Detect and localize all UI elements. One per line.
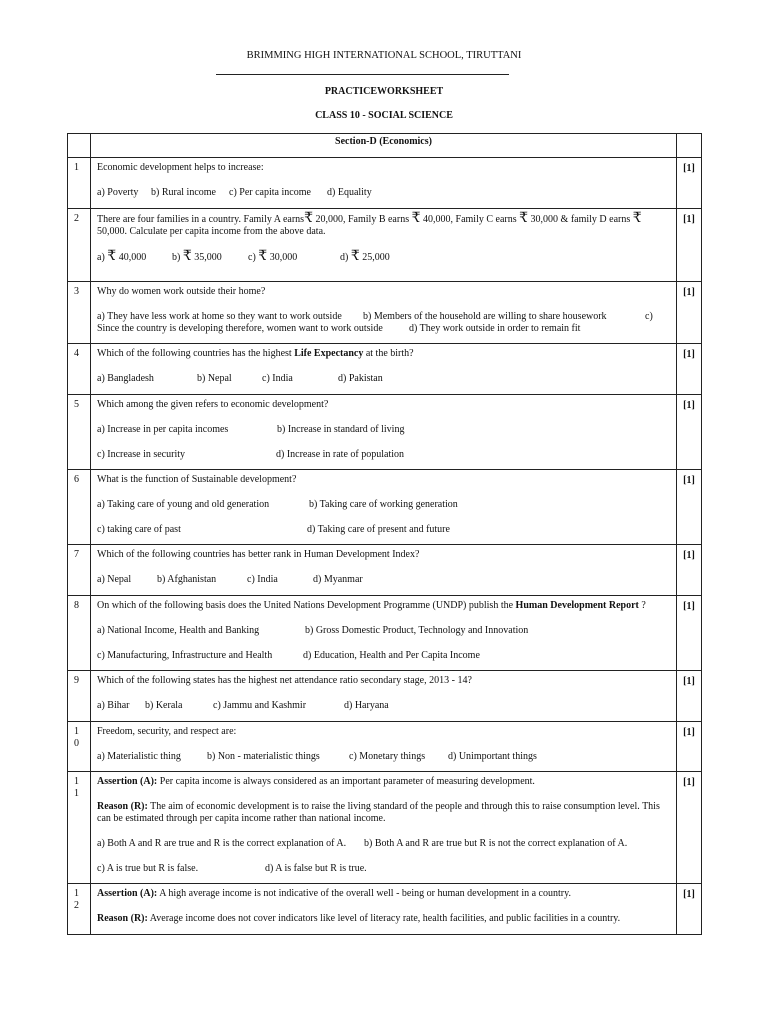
- question-text: Economic development helps to increase:: [97, 162, 264, 173]
- option-b: b) Non - materialistic things: [207, 751, 320, 762]
- option-b: b) Members of the household are willing to share housework: [363, 311, 607, 322]
- option-c: c) Per capita income: [229, 187, 311, 198]
- question-row-6: [68, 470, 702, 545]
- options-line-2: [97, 524, 670, 536]
- option-b: b) Nepal: [197, 373, 232, 384]
- option-a: a) ₹ 40,000: [97, 249, 147, 264]
- options-line-2: [97, 863, 670, 875]
- option-a: a) Nepal: [97, 574, 132, 585]
- question-marks: [1]: [677, 722, 702, 772]
- question-marks: [1]: [677, 158, 702, 209]
- options-line: [97, 574, 670, 586]
- options-line: [97, 251, 670, 264]
- question-text: Which of the following countries has better rank in Human Development Index?: [97, 549, 420, 560]
- question-row-5: [68, 395, 702, 470]
- question-marks: [1]: [677, 596, 702, 671]
- question-body: [91, 158, 677, 209]
- assertion: Assertion (A): A high average income is not indicative of the overall well - being or human development in a country.: [97, 888, 571, 899]
- question-body: [91, 545, 677, 596]
- question-marks: [1]: [677, 772, 702, 884]
- question-body: [91, 772, 677, 884]
- option-b: b) Taking care of working generation: [309, 499, 458, 510]
- question-text: What is the function of Sustainable development?: [97, 474, 297, 485]
- question-row-11: [68, 772, 702, 884]
- assertion: Assertion (A): Per capita income is always considered as an important parameter of measuring development.: [97, 776, 535, 787]
- options-line: [97, 838, 670, 850]
- option-c: c) India: [247, 574, 278, 585]
- header-divider: [216, 74, 509, 75]
- class-subject: CLASS 10 - SOCIAL SCIENCE: [315, 110, 453, 121]
- reason: Reason (R): Average income does not cover indicators like level of literacy rate, health facilities, and public facilities in a country.: [97, 913, 621, 924]
- question-table: [67, 133, 702, 935]
- options-line-2: [97, 449, 670, 461]
- option-b: b) Kerala: [145, 700, 183, 711]
- question-marks: [1]: [677, 545, 702, 596]
- option-c: c) Monetary things: [349, 751, 426, 762]
- question-row-10: [68, 722, 702, 772]
- section-title: Section-D (Economics): [91, 134, 677, 158]
- option-c: Since the country is developing therefore, women want to work outside: [97, 323, 383, 334]
- question-text: On which of the following basis does the United Nations Development Programme (UNDP) publish the Human Development Report ?: [97, 600, 646, 611]
- question-marks: [1]: [677, 884, 702, 935]
- option-d: d) Increase in rate of population: [276, 449, 405, 460]
- option-a: a) National Income, Health and Banking: [97, 625, 260, 636]
- option-a: a) Bangladesh: [97, 373, 154, 384]
- question-number: 1 2: [68, 884, 91, 935]
- option-a: a) Increase in per capita incomes: [97, 424, 229, 435]
- options-line: [97, 311, 670, 323]
- question-row-2: [68, 209, 702, 282]
- options-line: [97, 373, 670, 385]
- question-marks: [1]: [677, 671, 702, 722]
- question-text: There are four families in a country. Family A earns₹ 20,000, Family B earns ₹ 40,000, Family C earns ₹ 30,000 & family D earns ₹: [97, 211, 642, 226]
- option-c: c) Jammu and Kashmir: [213, 700, 307, 711]
- question-text: Which of the following states has the highest net attendance ratio secondary stage, 2013 - 14?: [97, 675, 472, 686]
- option-b: b) Afghanistan: [157, 574, 217, 585]
- options-line-2: [97, 323, 670, 335]
- question-marks: [1]: [677, 282, 702, 344]
- option-a: a) Bihar: [97, 700, 130, 711]
- options-line: [97, 187, 670, 199]
- question-number: 6: [68, 470, 91, 545]
- question-number: 7: [68, 545, 91, 596]
- section-header-row: [68, 134, 702, 158]
- question-marks: [1]: [677, 395, 702, 470]
- option-d: d) Equality: [327, 187, 372, 198]
- question-row-1: [68, 158, 702, 209]
- options-line: [97, 424, 670, 436]
- option-c-label: c): [645, 311, 653, 322]
- question-marks: [1]: [677, 470, 702, 545]
- options-line: [97, 751, 670, 763]
- option-c: c) ₹ 30,000: [248, 249, 298, 264]
- question-number: 1 1: [68, 772, 91, 884]
- question-row-3: [68, 282, 702, 344]
- rupee-symbol: ₹: [519, 211, 529, 226]
- question-body: [91, 596, 677, 671]
- question-text: Freedom, security, and respect are:: [97, 726, 237, 737]
- question-number: 5: [68, 395, 91, 470]
- option-c: c) Manufacturing, Infrastructure and Health: [97, 650, 273, 661]
- question-number: 4: [68, 344, 91, 395]
- option-d: d) ₹ 25,000: [340, 249, 390, 264]
- option-d: d) Unimportant things: [448, 751, 537, 762]
- question-body: [91, 209, 677, 282]
- question-number: 2: [68, 209, 91, 282]
- question-row-4: [68, 344, 702, 395]
- option-d: d) They work outside in order to remain fit: [409, 323, 581, 334]
- options-line: [97, 700, 670, 712]
- option-d: d) Education, Health and Per Capita Income: [303, 650, 480, 661]
- options-line: [97, 625, 670, 637]
- question-row-9: [68, 671, 702, 722]
- option-a: a) Both A and R are true and R is the correct explanation of A.: [97, 838, 347, 849]
- question-body: [91, 671, 677, 722]
- worksheet-title: PRACTICEWORKSHEET: [324, 86, 444, 97]
- question-text-cont: 50,000. Calculate per capita income from the above data.: [97, 226, 326, 237]
- option-b: b) ₹ 35,000: [172, 249, 222, 264]
- option-a: a) They have less work at home so they want to work outside: [97, 311, 342, 322]
- option-d: d) A is false but R is true.: [265, 863, 367, 874]
- question-body: [91, 470, 677, 545]
- rupee-symbol: ₹: [304, 211, 313, 226]
- question-marks: [1]: [677, 209, 702, 282]
- option-b: b) Rural income: [151, 187, 216, 198]
- question-text: Which among the given refers to economic development?: [97, 399, 329, 410]
- option-a: a) Taking care of young and old generation: [97, 499, 270, 510]
- option-c: c) India: [262, 373, 293, 384]
- option-c: c) A is true but R is false.: [97, 863, 199, 874]
- question-row-7: [68, 545, 702, 596]
- rupee-symbol: ₹: [411, 211, 421, 226]
- option-a: a) Poverty: [97, 187, 139, 198]
- question-number: 1 0: [68, 722, 91, 772]
- rupee-symbol: ₹: [632, 211, 642, 226]
- question-number: 1: [68, 158, 91, 209]
- option-d: d) Taking care of present and future: [307, 524, 450, 535]
- question-marks: [1]: [677, 344, 702, 395]
- question-text: Why do women work outside their home?: [97, 286, 266, 297]
- question-number: 3: [68, 282, 91, 344]
- question-number: 8: [68, 596, 91, 671]
- option-d: d) Myanmar: [313, 574, 363, 585]
- question-body: [91, 722, 677, 772]
- question-body: [91, 344, 677, 395]
- option-a: a) Materialistic thing: [97, 751, 181, 762]
- question-number: 9: [68, 671, 91, 722]
- option-b: b) Gross Domestic Product, Technology and Innovation: [305, 625, 529, 636]
- question-body: [91, 282, 677, 344]
- reason: Reason (R): The aim of economic development is to raise the living standard of the people and through this to raise consumption level. This can be estimated through per capita income rather than national income.: [97, 801, 660, 824]
- question-text: Which of the following countries has the highest Life Expectancy at the birth?: [97, 348, 414, 359]
- option-b: b) Both A and R are true but R is not the correct explanation of A.: [364, 838, 628, 849]
- option-b: b) Increase in standard of living: [277, 424, 405, 435]
- question-body: [91, 395, 677, 470]
- question-row-8: [68, 596, 702, 671]
- options-line: [97, 499, 670, 511]
- question-body: [91, 884, 677, 935]
- option-c: c) Increase in security: [97, 449, 186, 460]
- option-c: c) taking care of past: [97, 524, 181, 535]
- option-d: d) Pakistan: [338, 373, 383, 384]
- options-line-2: [97, 650, 670, 662]
- school-name: BRIMMING HIGH INTERNATIONAL SCHOOL, TIRUTTANI: [246, 50, 522, 61]
- option-d: d) Haryana: [344, 700, 389, 711]
- question-row-12: [68, 884, 702, 935]
